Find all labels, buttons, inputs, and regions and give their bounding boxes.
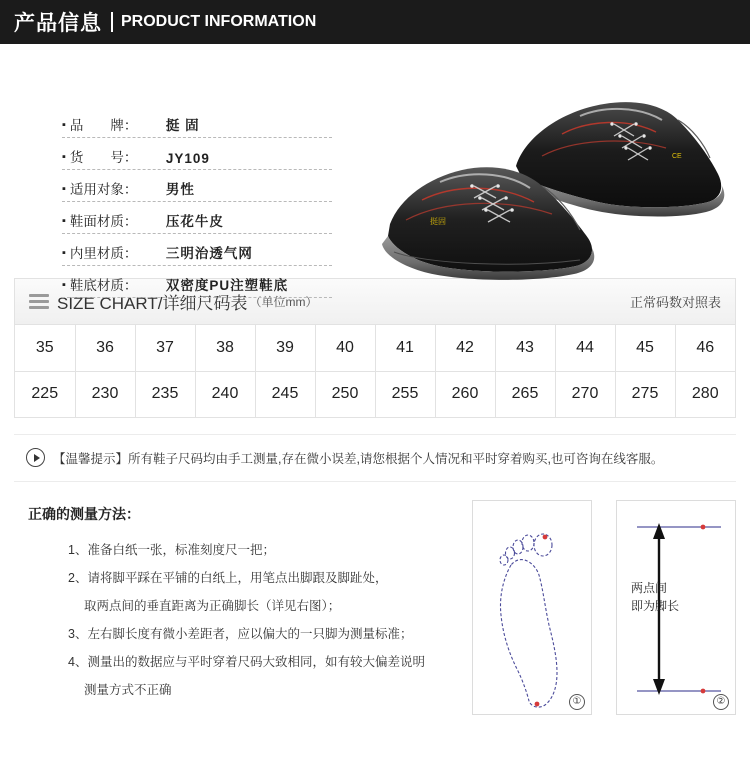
tip-bar: [14, 434, 736, 482]
size-cell: 270: [555, 371, 615, 417]
spec-list: [62, 106, 332, 298]
spec-row: [62, 138, 332, 170]
size-cell: 40: [315, 325, 375, 371]
diagram-number: ①: [569, 694, 585, 710]
spec-row: [62, 266, 332, 298]
bullet-icon: ▪: [62, 183, 66, 195]
bullet-icon: ▪: [62, 119, 66, 131]
bullet-icon: ▪: [62, 151, 66, 163]
size-cell: 39: [255, 325, 315, 371]
size-cell: 37: [135, 325, 195, 371]
size-chart-title: SIZE CHART/详细尺码表: [57, 294, 248, 313]
size-cell: 46: [675, 325, 735, 371]
footprint-icon: [473, 501, 593, 716]
size-cell: 255: [375, 371, 435, 417]
spec-value: 挺 固: [165, 118, 200, 133]
spec-value: 三明治透气网: [165, 246, 253, 261]
spec-row: [62, 202, 332, 234]
spec-row: [62, 170, 332, 202]
size-cell: 44: [555, 325, 615, 371]
size-cell: 43: [495, 325, 555, 371]
measure-steps: [28, 540, 428, 701]
measure-step: 4、测量出的数据应与平时穿着尺码大致相同，如有较大偏差说明: [68, 654, 425, 669]
measure-step-cont-text: 取两点间的垂直距离为正确脚长（详见右图）；: [84, 598, 341, 613]
measure-section: [0, 482, 750, 718]
play-arrow-icon: [26, 448, 45, 467]
size-cell: 250: [315, 371, 375, 417]
spec-label: 内里材质：: [69, 246, 138, 261]
length-diagram-label: [631, 579, 695, 615]
table-row-eu: [15, 325, 735, 371]
size-cell: 230: [75, 371, 135, 417]
page-title-cn: 产品信息: [14, 12, 102, 35]
menu-bars-icon: [29, 294, 49, 312]
tip-text: 【温馨提示】所有鞋子尺码均由手工测量,存在微小误差,请您根据个人情况和平时穿着购买,也可咨询在线客服。: [53, 451, 664, 466]
svg-text:挺固: 挺固: [430, 217, 446, 226]
measure-step-cont: [68, 680, 428, 701]
size-cell: 38: [195, 325, 255, 371]
size-cell: 36: [75, 325, 135, 371]
size-chart-note: 正常码数对照表: [629, 295, 721, 310]
bullet-icon: ▪: [62, 247, 66, 259]
measure-step-cont-text: 测量方式不正确: [84, 682, 172, 697]
spec-label: 适用对象：: [69, 182, 138, 197]
diagram-number: ②: [713, 694, 729, 710]
spec-value: 双密度PU注塑鞋底: [165, 278, 289, 293]
product-photo: [366, 74, 736, 289]
measure-step: 2、请将脚平踩在平铺的白纸上，用笔点出脚跟及脚趾处，: [68, 570, 388, 585]
size-cell: 275: [615, 371, 675, 417]
spec-value: JY109: [165, 151, 210, 166]
measure-step: 1、准备白纸一张，标准刻度尺一把；: [68, 542, 275, 557]
size-cell: 225: [15, 371, 75, 417]
size-cell: 245: [255, 371, 315, 417]
product-info-section: [0, 44, 750, 293]
svg-text:CE: CE: [672, 153, 682, 160]
diagram-group: [472, 500, 736, 715]
size-cell: 280: [675, 371, 735, 417]
measure-title: 正确的测量方法：: [28, 505, 140, 522]
length-label-line2: 即为脚长: [631, 598, 680, 613]
size-cell: 235: [135, 371, 195, 417]
size-chart-section: [14, 278, 736, 418]
spec-row: [62, 106, 332, 138]
size-cell: 41: [375, 325, 435, 371]
spec-label: 鞋底材质：: [69, 278, 138, 293]
table-row-mm: [15, 371, 735, 417]
bullet-icon: ▪: [62, 215, 66, 227]
measure-step: 3、左右脚长度有微小差距者，应以偏大的一只脚为测量标准；: [68, 626, 413, 641]
page-title-en: PRODUCT INFORMATION: [121, 13, 317, 30]
spec-label: 品 牌：: [69, 118, 138, 133]
size-cell: 260: [435, 371, 495, 417]
size-cell: 35: [15, 325, 75, 371]
length-diagram: [616, 500, 736, 715]
measure-step-cont: [68, 596, 428, 617]
header-divider: [111, 12, 113, 32]
size-cell: 265: [495, 371, 555, 417]
bullet-icon: ▪: [62, 279, 66, 291]
spec-value: 压花牛皮: [165, 214, 224, 229]
spec-label: 货 号：: [69, 150, 138, 165]
size-chart-unit: （单位mm）: [249, 295, 318, 309]
size-chart-table: [15, 325, 735, 418]
footprint-diagram: [472, 500, 592, 715]
page-header: [0, 0, 750, 44]
spec-label: 鞋面材质：: [69, 214, 138, 229]
size-cell: 45: [615, 325, 675, 371]
spec-row: [62, 234, 332, 266]
length-label-line1: 两点间: [631, 580, 668, 595]
size-cell: 240: [195, 371, 255, 417]
spec-value: 男性: [165, 182, 195, 197]
size-cell: 42: [435, 325, 495, 371]
